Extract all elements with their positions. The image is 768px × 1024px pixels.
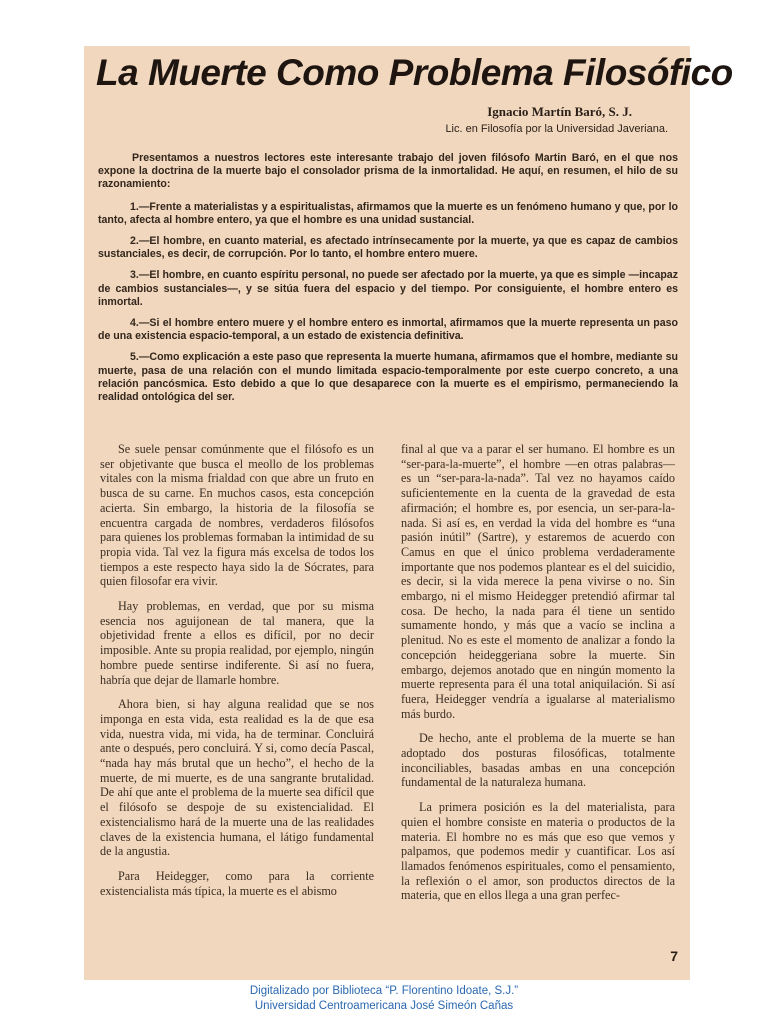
- body-column-left: [100, 442, 374, 908]
- body-paragraph: Para Heidegger, como para la corriente existencialista más típica, la muerte es el abismo: [100, 868, 374, 898]
- body-paragraph: La primera posición es la del materialista, para quien el hombre consiste en materia o productos de la materia. El hombre no es más que eso que vemos y palpamos, que podemos medir y cuantificar. Los así llamados fenómenos espirituales, como el pensamiento, la reflexión o el amor, son productos directos de la materia, que en ellos llega a una gran perfec-: [401, 800, 675, 903]
- body-paragraph: De hecho, ante el problema de la muerte se han adoptado dos posturas filosóficas, totalmente inconciliables, basadas ambas en una concepción fundamental de la naturaleza humana.: [401, 731, 675, 790]
- body-paragraph: Se suele pensar comúnmente que el filósofo es un ser objetivante que busca el meollo de los problemas vitales con la misma frialdad con que abre un fruto en busca de su carne. En muchos casos, esta concepción acierta. Sin embargo, la historia de la filosofía se encuentra cargada de nombres, verdaderos filósofos para quienes los problemas formaban la intimidad de su propia vida. Tal vez la figura más excelsa de todos los tiempos a este respecto haya sido la de Sócrates, para quien filosofar era vivir.: [100, 442, 374, 589]
- digitization-footer: [0, 984, 768, 1014]
- intro-section: [98, 152, 678, 412]
- footer-university-line: Universidad Centroamericana José Simeón Cañas: [254, 1000, 514, 1012]
- body-paragraph: Ahora bien, si hay alguna realidad que se nos imponga en esta vida, esta realidad es la de que esa vida, nuestra vida, mi vida, ha de terminar. Concluirá ante o después, pero concluirá. Y si, como decía Pascal, “nada hay más brutal que un hecho”, el hecho de la muerte, de mi muerte, es de una sangrante brutalidad. De ahí que ante el problema de la muerte sea difícil que el filósofo se despoje de su existencialidad. El existencialismo hará de la muerte una de las realidades claves de la existencia humana, el látigo fundamental de la angustia.: [100, 697, 374, 859]
- page-number: 7: [670, 948, 678, 964]
- intro-point: 2.—El hombre, en cuanto material, es afectado intrínsecamente por la muerte, ya que es capaz de cambios sustanciales, es decir, de corrupción. Por lo tanto, el hombre entero muere.: [98, 235, 678, 261]
- footer-library-line: Digitalizado por Biblioteca “P. Florentino Idoate, S.J.”: [249, 985, 519, 997]
- intro-point: 5.—Como explicación a este paso que representa la muerte humana, afirmamos que el hombre, mediante su muerte, pasa de una relación con el mundo limitada espacio-temporalmente por este cuerpo concreto, a una relación pancósmica. Esto debido a que lo que desaparece con la muerte es el empirismo, permaneciendo la realidad ontológica del ser.: [98, 351, 678, 404]
- article-author: Ignacio Martín Baró, S. J.: [487, 104, 632, 119]
- body-paragraph: final al que va a parar el ser humano. El hombre es un “ser-para-la-muerte”, el hombre —en otras palabras— es un “ser-para-la-nada”. Tal vez no hayamos caído suficientemente en la cuenta de la gravedad de esta afirmación; el hombre es, por esencia, un ser-para-la-nada. Si así es, en verdad la vida del hombre es “una pasión inútil” (Sartre), y estaremos de acuerdo con Camus en que el único problema verdaderamente importante que nos podemos plantear es el del suicidio, es decir, si la vida merece la pena vivirse o no. Sin embargo, ni el mismo Heidegger pretendió afirmar tal cosa. De hecho, la nada para él tiene un sentido sumamente hondo, y más que a vacío se inclina a plenitud. No es este el momento de analizar a fondo la concepción heideggeriana sobre la muerte. Sin embargo, dejemos anotado que en ningún momento la muerte representa para él una total aniquilación. Si así fuera, Heidegger vendría a igualarse al materialismo más burdo.: [401, 442, 675, 721]
- article-title: La Muerte Como Problema Filosófico: [96, 52, 733, 93]
- intro-point: 1.—Frente a materialistas y a espiritualistas, afirmamos que la muerte es un fenómeno humano y que, por lo tanto, afecta al hombre entero, ya que el hombre es una unidad sustancial.: [98, 200, 678, 226]
- author-affiliation: Lic. en Filosofía por la Universidad Javeriana.: [445, 123, 668, 135]
- body-column-right: [401, 442, 675, 913]
- body-paragraph: Hay problemas, en verdad, que por su misma esencia nos aguijonean de tal manera, que la objetividad frente a ellos es difícil, por no decir imposible. Ante su propia realidad, por ejemplo, ningún hombre puede sentirse indiferente. Si así no fuera, habría que dejar de llamarle hombre.: [100, 599, 374, 687]
- intro-lead: Presentamos a nuestros lectores este interesante trabajo del joven filósofo Martin Baró, en el que nos expone la doctrina de la muerte bajo el consolador prisma de la inmortalidad. He aquí, en resumen, el hilo de su razonamiento:: [98, 152, 678, 191]
- intro-point: 4.—Si el hombre entero muere y el hombre entero es inmortal, afirmamos que la muerte representa un paso de una existencia espacio-temporal, a un estado de existencia definitiva.: [98, 317, 678, 343]
- magazine-page: [84, 46, 733, 980]
- intro-point: 3.—El hombre, en cuanto espíritu personal, no puede ser afectado por la muerte, ya que es simple —incapaz de cambios sustanciales—, y se sitúa fuera del espacio y del tiempo. Por consiguiente, el hombre entero es inmortal.: [98, 269, 678, 308]
